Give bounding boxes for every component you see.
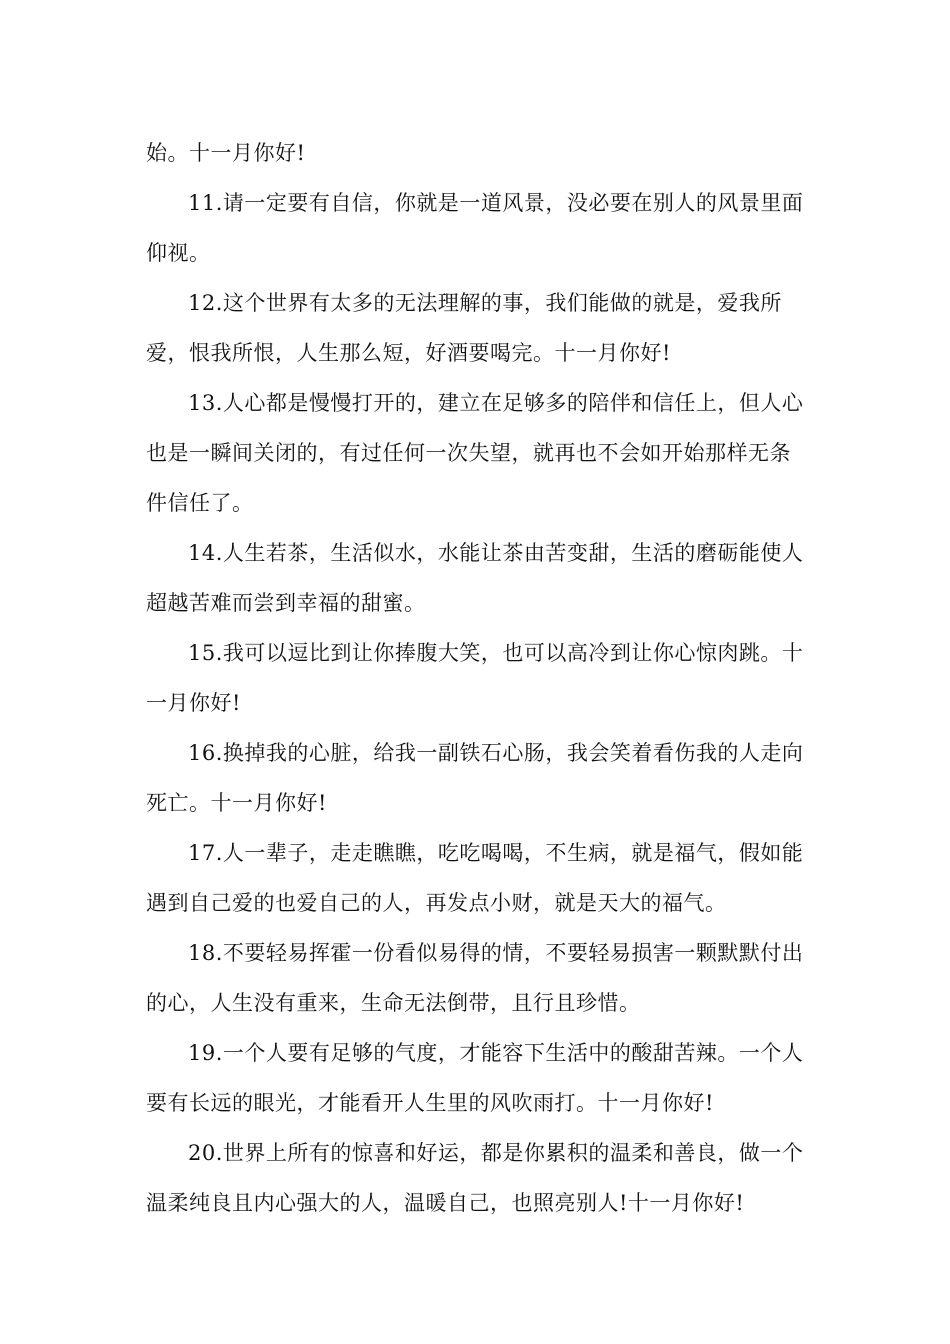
paragraph-15: 15.我可以逗比到让你捧腹大笑，也可以高冷到让你心惊肉跳。十一月你好! <box>146 641 804 715</box>
paragraph-19: 19.一个人要有足够的气度，才能容下生活中的酸甜苦辣。一个人要有长远的眼光，才能看开人生里的风吹雨打。十一月你好! <box>146 1041 804 1115</box>
paragraph-18: 18.不要轻易挥霍一份看似易得的情，不要轻易损害一颗默默付出的心，人生没有重来，生命无法倒带，且行且珍惜。 <box>146 941 804 1015</box>
paragraph-16: 16.换掉我的心脏，给我一副铁石心肠，我会笑着看伤我的人走向死亡。十一月你好! <box>146 741 804 815</box>
paragraph-12: 12.这个世界有太多的无法理解的事，我们能做的就是，爱我所爱，恨我所恨，人生那么短，好酒要喝完。十一月你好! <box>146 291 782 365</box>
paragraph-14: 14.人生若茶，生活似水，水能让茶由苦变甜，生活的磨砺能使人超越苦难而尝到幸福的甜蜜。 <box>146 541 804 615</box>
paragraph-17: 17.人一辈子，走走瞧瞧，吃吃喝喝，不生病，就是福气，假如能遇到自己爱的也爱自己的人，再发点小财，就是天大的福气。 <box>146 841 804 915</box>
paragraph-continuation: 始。十一月你好! <box>146 141 306 165</box>
paragraph-20: 20.世界上所有的惊喜和好运，都是你累积的温柔和善良，做一个温柔纯良且内心强大的人，温暖自己，也照亮别人!十一月你好! <box>146 1141 804 1215</box>
document-body <box>146 128 808 1228</box>
paragraph-13: 13.人心都是慢慢打开的，建立在足够多的陪伴和信任上，但人心也是一瞬间关闭的，有过任何一次失望，就再也不会如开始那样无条件信任了。 <box>146 391 804 515</box>
paragraph-11: 11.请一定要有自信，你就是一道风景，没必要在别人的风景里面仰视。 <box>146 191 804 265</box>
